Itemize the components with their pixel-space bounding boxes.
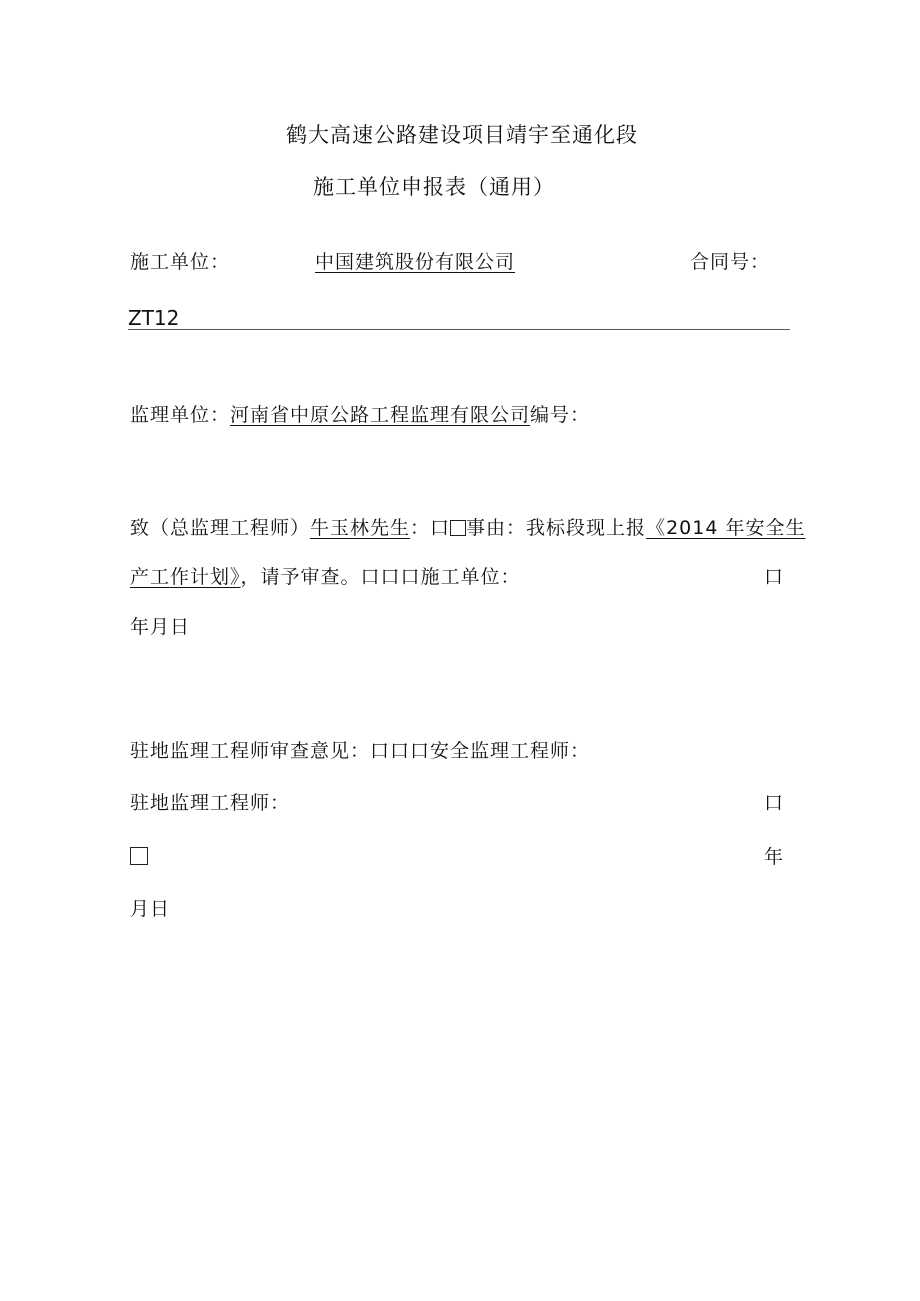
form-title-line1: 鹤大高速公路建设项目靖宇至通化段 <box>286 123 638 147</box>
review-date: 月日 <box>130 898 171 920</box>
letter-to-prefix: 致（总监理工程师） <box>130 517 311 539</box>
letter-separator: ：口 <box>410 517 451 539</box>
supervisor-number-label: 编号： <box>530 404 591 426</box>
contract-number-label: 合同号： <box>690 251 771 273</box>
contract-number-value: ZT12 <box>128 306 180 330</box>
form-title-line2: 施工单位申报表（通用） <box>313 175 555 199</box>
checkbox-icon <box>130 847 148 865</box>
supervisor-label: 监理单位： <box>130 404 231 426</box>
letter-date: 年月日 <box>130 616 191 638</box>
contractor-name: 中国建筑股份有限公司 <box>315 251 516 273</box>
letter-right-mark: 口 <box>764 566 785 588</box>
chief-engineer-name: 牛玉林先生 <box>310 517 411 539</box>
review-right-mark: 口 <box>764 792 785 814</box>
submitted-document-part1: 《2014 年安全生 <box>646 517 806 539</box>
letter-line2 <box>130 564 521 590</box>
submitted-document-part2: 产工作计划》 <box>130 566 241 588</box>
contractor-label: 施工单位： <box>130 251 231 273</box>
letter-line1 <box>130 515 805 541</box>
review-opinion-line: 驻地监理工程师审查意见：口口口安全监理工程师： <box>130 740 591 762</box>
letter-reason-label: 事由：我标段现上报 <box>466 517 647 539</box>
contract-number-underline <box>128 329 790 330</box>
supervisor-name: 河南省中原公路工程监理有限公司 <box>230 404 531 426</box>
supervisor-line <box>130 402 590 428</box>
checkbox-icon <box>450 520 466 536</box>
resident-engineer-label: 驻地监理工程师： <box>130 792 291 814</box>
letter-request: ，请予审查。口口口施工单位： <box>240 566 521 588</box>
review-year-mark: 年 <box>764 846 785 868</box>
